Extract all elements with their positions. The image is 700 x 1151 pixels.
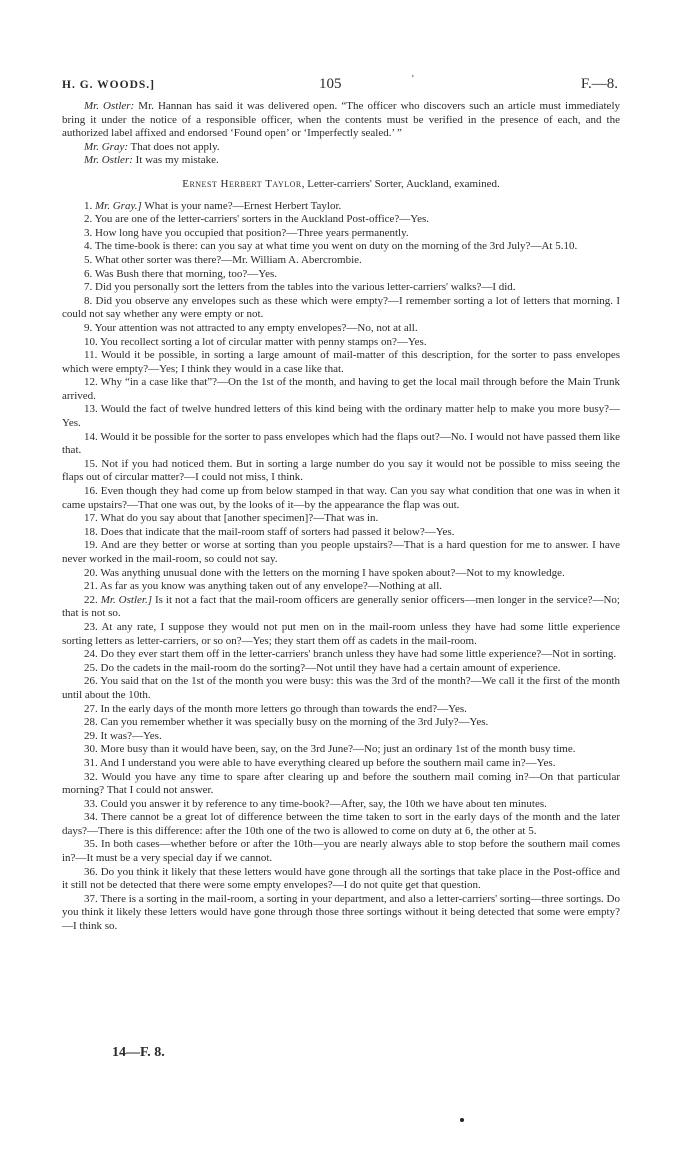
question-number: 30. <box>84 743 98 756</box>
question-number: 1. <box>84 199 93 212</box>
question-paragraph <box>62 716 620 730</box>
question-number: 23. <box>84 620 98 633</box>
question-number: 31. <box>84 756 98 769</box>
question-number: 14. <box>84 430 98 443</box>
witness-name: Ernest Herbert Taylor <box>182 177 302 190</box>
question-text: Would the fact of twelve hundred letters of this kind being with the ordinary matter help to make you more busy?—Yes. <box>62 403 620 430</box>
speaker-name: Mr. Gray.] <box>95 199 142 212</box>
question-paragraph <box>62 771 620 798</box>
question-paragraph <box>62 703 620 717</box>
question-number: 3. <box>84 226 93 239</box>
question-number: 32. <box>84 770 98 783</box>
header-mark: ' <box>412 74 414 85</box>
intro-paragraph <box>62 141 620 155</box>
question-text: At any rate, I suppose they would not put men on in the mail-room unless they have had some little experience sorting letters as letter-carriers, or so on?—Yes; they start them off as cadets in the mail-room. <box>62 620 620 647</box>
question-number: 7. <box>84 281 93 294</box>
intro-paragraph <box>62 154 620 168</box>
question-text: Not if you had noticed them. But in sorting a large number do you say it would not be possible to miss seeing the flaps out of circular matter?—I could not miss, I think. <box>62 457 620 484</box>
intro-block <box>62 100 620 168</box>
question-text: You said that on the 1st of the month you were busy: this was the 3rd of the month?—We call it the first of the month until about the 10th. <box>62 675 621 701</box>
question-paragraph <box>62 675 620 702</box>
question-text: Why “in a case like that”?—On the 1st of the month, and having to get the local mail through before the Main Trunk arrived. <box>62 376 620 402</box>
signature-mark: 14—F. 8. <box>112 1045 165 1060</box>
question-number: 12. <box>84 376 98 389</box>
page-header <box>62 76 618 96</box>
question-paragraph <box>62 485 620 512</box>
question-text: Was Bush there that morning, too?—Yes. <box>94 267 278 280</box>
question-number: 2. <box>84 213 93 226</box>
question-text: What is your name?—Ernest Herbert Taylor. <box>141 199 342 212</box>
question-text: Would you have any time to spare after clearing up and before the southern mail coming in?—On that particular morning? That I could not answer. <box>62 770 620 797</box>
question-paragraph <box>62 580 620 594</box>
intro-paragraph <box>62 100 620 141</box>
question-number: 22. <box>84 593 98 606</box>
question-paragraph <box>62 376 620 403</box>
question-text: And are they better or worse at sorting than you people upstairs?—That is a hard question for me to answer. I have never worked in the mail-room, so could not say. <box>62 539 620 565</box>
intro-text: It was my mistake. <box>132 154 219 167</box>
ink-dot <box>460 1118 464 1122</box>
question-number: 36. <box>84 865 98 878</box>
question-paragraph <box>62 757 620 771</box>
question-text: Is it not a fact that the mail-room officers are generally senior officers—men longer in the service?—No; that is not so. <box>62 593 620 620</box>
paper-reference: F.—8. <box>580 76 618 92</box>
question-number: 29. <box>84 729 98 742</box>
question-number: 24. <box>84 648 98 661</box>
question-paragraph <box>62 811 620 838</box>
question-text: And I understand you were able to have everything cleared up before the southern mail came in?—Yes. <box>99 756 556 769</box>
question-number: 37. <box>84 892 98 905</box>
question-paragraph <box>62 567 620 581</box>
question-number: 5. <box>84 253 93 266</box>
question-text: Your attention was not attracted to any empty envelopes?—No, not at all. <box>94 321 418 334</box>
question-text: Even though they had come up from below stamped in that way. Can you say what condition that one was in when it came upstairs?—That one was out, by the looks of it—by the appearance the flap was out. <box>62 485 620 511</box>
question-text: Does that indicate that the mail-room staff of sorters had passed it below?—Yes. <box>100 525 455 538</box>
question-paragraph <box>62 512 620 526</box>
question-number: 19. <box>84 539 98 552</box>
question-list <box>62 200 620 934</box>
question-paragraph <box>62 240 620 254</box>
question-text: Do you think it likely that these letters would have gone through all the sortings that take place in the Post-office and it still not be detected that there were some empty envelopes?—I do not quite get that question. <box>62 865 621 892</box>
question-number: 17. <box>84 512 98 525</box>
question-text: You recollect sorting a lot of circular matter with penny stamps on?—Yes. <box>100 335 427 348</box>
speaker-name: Mr. Gray: <box>84 140 128 153</box>
question-number: 26. <box>84 675 98 688</box>
question-paragraph <box>62 730 620 744</box>
question-text: Did you personally sort the letters from the tables into the various letter-carriers' walks?—I did. <box>95 281 516 294</box>
speaker-name: Mr. Ostler: <box>84 154 133 167</box>
question-paragraph <box>62 336 620 350</box>
question-paragraph <box>62 213 620 227</box>
question-text: Can you remember whether it was specially busy on the morning of the 3rd July?—Yes. <box>100 716 489 729</box>
question-paragraph <box>62 403 620 430</box>
question-paragraph <box>62 662 620 676</box>
section-heading <box>62 178 620 192</box>
question-text: It was?—Yes. <box>100 729 162 742</box>
question-text: In the early days of the month more letters go through than towards the end?—Yes. <box>100 702 467 715</box>
question-paragraph <box>62 268 620 282</box>
question-number: 15. <box>84 457 98 470</box>
question-number: 25. <box>84 661 98 674</box>
question-number: 35. <box>84 838 98 851</box>
question-paragraph <box>62 281 620 295</box>
question-paragraph <box>62 838 620 865</box>
speaker-name: Mr. Ostler.] <box>100 593 152 606</box>
question-paragraph <box>62 648 620 662</box>
question-number: 21. <box>84 580 98 593</box>
speaker-name: Mr. Ostler: <box>84 100 135 112</box>
question-paragraph <box>62 254 620 268</box>
question-number: 34. <box>84 811 98 824</box>
question-text: Would it be possible for the sorter to pass envelopes which had the flaps out?—No. I would not have passed them like that. <box>62 430 620 457</box>
question-text: Could you answer it by reference to any time-book?—After, say, the 10th we have about ten minutes. <box>100 797 547 810</box>
question-text: Would it be possible, in sorting a large amount of mail-matter of this description, for the sorter to pass envelopes which were empty?—Yes; I think they would in a case like that. <box>62 349 620 375</box>
question-text: Do they ever start them off in the letter-carriers' branch unless they have had some little experience?—Not in sorting. <box>100 648 617 661</box>
question-text: In both cases—whether before or after the 10th—you are nearly always able to stop before the southern mail comes in?—It must be a very special day if we cannot. <box>62 838 620 865</box>
question-number: 11. <box>84 349 98 362</box>
question-number: 18. <box>84 525 98 538</box>
question-text: What do you say about that [another specimen]?—That was in. <box>100 512 379 525</box>
question-text: What other sorter was there?—Mr. William A. Abercrombie. <box>94 253 362 266</box>
question-number: 6. <box>84 267 93 280</box>
question-paragraph <box>62 526 620 540</box>
question-paragraph <box>62 594 620 621</box>
question-paragraph <box>62 539 620 566</box>
question-text: The time-book is there: can you say at what time you went on duty on the morning of the 3rd July?—At 5.10. <box>94 240 578 253</box>
question-text: As far as you know was anything taken out of any envelope?—Nothing at all. <box>99 580 443 593</box>
question-paragraph <box>62 349 620 376</box>
question-text: There is a sorting in the mail-room, a sorting in your department, and also a letter-carriers' sorting—three sortings. Do you think it likely these letters would have gone through those three sortings without it being detected that some were empty?—I think so. <box>62 892 620 933</box>
question-number: 20. <box>84 566 98 579</box>
question-paragraph <box>62 322 620 336</box>
question-number: 4. <box>84 240 93 253</box>
question-number: 13. <box>84 403 98 416</box>
question-text: More busy than it would have been, say, on the 3rd June?—No; just an ordinary 1st of the month busy time. <box>100 743 576 756</box>
question-paragraph <box>62 866 620 893</box>
question-text: There cannot be a great lot of difference between the time taken to sort in the early days of the month and the later days?—There is this difference: after the 10th one of the two is allowed to come on duty at 6, the other at 5. <box>62 811 620 837</box>
question-paragraph <box>62 227 620 241</box>
question-number: 10. <box>84 335 98 348</box>
intro-text: That does not apply. <box>128 140 220 153</box>
question-number: 33. <box>84 797 98 810</box>
question-text: Do the cadets in the mail-room do the sorting?—Not until they have had a certain amount of experience. <box>100 661 561 674</box>
question-paragraph <box>62 621 620 648</box>
question-text: Was anything unusual done with the letters on the morning I have spoken about?—Not to my knowledge. <box>100 566 565 579</box>
question-paragraph <box>62 200 620 214</box>
question-number: 8. <box>84 294 93 307</box>
question-number: 28. <box>84 716 98 729</box>
question-paragraph <box>62 295 620 322</box>
question-paragraph <box>62 431 620 458</box>
question-text: You are one of the letter-carriers' sorters in the Auckland Post-office?—Yes. <box>94 213 430 226</box>
question-paragraph <box>62 458 620 485</box>
question-number: 27. <box>84 702 98 715</box>
header-author: H. G. WOODS.] <box>62 79 155 91</box>
question-paragraph <box>62 743 620 757</box>
question-text: How long have you occupied that position?—Three years permanently. <box>95 226 409 239</box>
intro-text: Mr. Hannan has said it was delivered open. “The officer who discovers such an article must immediately bring it under the notice of a responsible officer, when the contents must be verified in the presence of each, and the authorized label affixed and endorsed ‘Found open’ or ‘Imperfectly sealed.’ ” <box>62 100 620 140</box>
question-number: 9. <box>84 321 93 334</box>
witness-description: , Letter-carriers' Sorter, Auckland, examined. <box>301 177 500 190</box>
question-paragraph <box>62 798 620 812</box>
question-paragraph <box>62 893 620 934</box>
document-body <box>62 100 620 934</box>
question-number: 16. <box>84 485 98 498</box>
page-number: 105 <box>319 76 342 92</box>
question-text: Did you observe any envelopes such as these which were empty?—I remember sorting a lot of letters that morning. I could not say whether any were empty or not. <box>62 294 621 321</box>
